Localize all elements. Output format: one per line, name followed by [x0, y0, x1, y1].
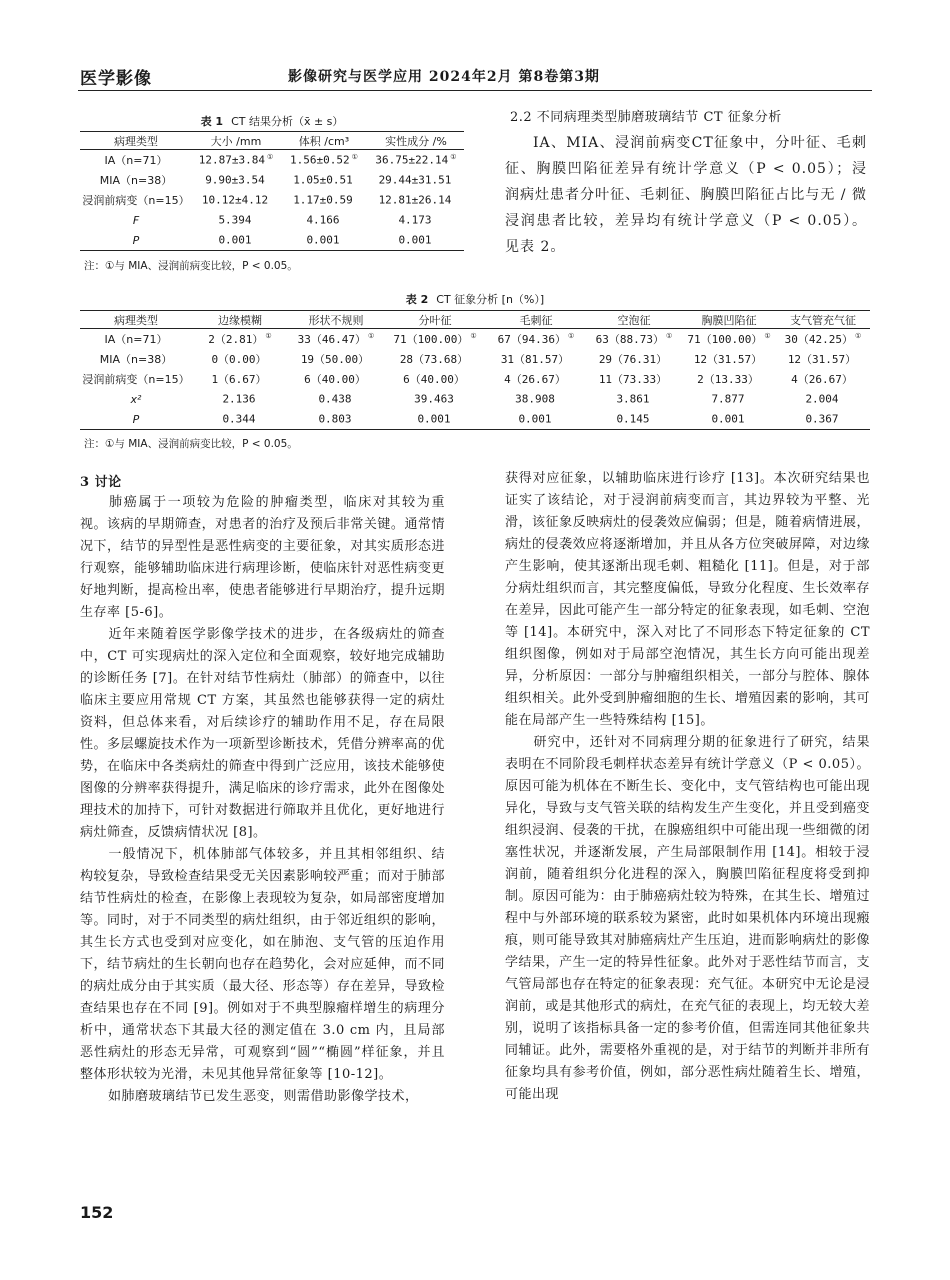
left-column-body: [80, 492, 445, 1108]
table2-cell-value: 67（94.36）: [497, 333, 567, 346]
table2-cell: [776, 329, 870, 350]
table2-cell: [586, 329, 682, 350]
table1-cell-value: 12.81±26.14: [378, 193, 452, 207]
table1-row: [80, 170, 464, 190]
table1-header-row: [80, 132, 464, 150]
table2: [80, 310, 870, 430]
table2-row-label: 浸润前病变（n=15）: [82, 373, 190, 386]
table2-col-header: 支气管充气征: [776, 311, 870, 329]
table2-cell-value: 0.001: [417, 412, 451, 426]
table2-col-header: 病理类型: [80, 311, 192, 329]
table1-cell-value: 0.001: [218, 233, 252, 247]
table2-cell: [682, 389, 776, 409]
table1-col-header: 病理类型: [80, 132, 192, 150]
table1-cell: [280, 210, 368, 230]
section-2-2-paragraph: [505, 130, 867, 260]
table1-row: [80, 190, 464, 210]
table2-col-header: 毛刺征: [486, 311, 586, 329]
table2-title: CT 征象分析 [n（%）]: [436, 293, 545, 306]
table2-row: [80, 349, 870, 369]
table2-cell: [384, 369, 486, 389]
discussion-paragraph: [80, 624, 445, 844]
table2-cell-value: 2.004: [805, 392, 839, 406]
table1-row: [80, 210, 464, 230]
table2-cell-value: 39.463: [414, 392, 454, 406]
table2-caption: [80, 291, 870, 307]
table1-cell: [368, 170, 464, 190]
table1-cell-value: 10.12±4.12: [201, 193, 269, 207]
table1-cell: [368, 230, 464, 251]
right-column-body: [505, 468, 870, 1106]
page-number: 152: [80, 1203, 114, 1222]
table2-cell: [586, 349, 682, 369]
discussion-paragraph: [80, 1086, 445, 1108]
table2-cell: [586, 389, 682, 409]
table1-col-header: 大小 /mm: [192, 132, 280, 150]
table2-cell-value: 12（31.57）: [787, 353, 857, 366]
table2-cell-value: 0.145: [616, 412, 650, 426]
table2-cell-value: 19（50.00）: [300, 353, 370, 366]
table2-cell: [682, 409, 776, 430]
table2-cell-value: 3.861: [616, 392, 650, 406]
table2-cell: [486, 369, 586, 389]
table2-cell-value: 71（100.00）: [393, 333, 469, 346]
table1-cell-value: 36.75±22.14: [375, 153, 449, 167]
discussion-paragraph-text: 一般情况下，机体肺部气体较多，并且其相邻组织、结构较复杂，导致检查结果受无关因素影响较严重；而对于肺部结节性病灶的检查，在影像上表现较为复杂，如局部密度增加等。同时，对于不同类型的病灶组织，由于邻近组织的影响，其生长方式也受到对应变化，如在肺泡、支气管的压迫作用下，结节病灶的生长朝向也存在趋势化，会对应延伸，而不同的病灶成分由于其实质（最大径、形态等）存在差异，导致检查结果也存在不同 [9]。例如对于不典型腺瘤样增生的病理分析中，通常状态下其最大径的测定值在 3.0 cm 内，且局部恶性病灶的形态无异常，可观察到“圆”“椭圆”样征象，并且整体形状较为光滑，未见其他异常征象等 [10-12]。: [80, 847, 445, 1082]
table2-row: [80, 389, 870, 409]
table2-cell: [192, 349, 288, 369]
discussion-paragraph-text: 研究中，还针对不同病理分期的征象进行了研究，结果表明在不同阶段毛刺样状态差异有统计学意义（P < 0.05）。原因可能为机体在不断生长、变化中，支气管结构也可能出现异化，导致与支气管关联的结构发生产生变化，并且受到癌变组织浸润、侵袭的干扰，在腺癌组织中可能出现一些细微的闭塞性状况，并逐渐发展，产生局部限制作用 [14]。相较于浸润前，随着组织分化进程的深入，胸膜凹陷征程度将受到抑制。原因可能为：由于肺癌病灶较为特殊，在其生长、增殖过程中与外部环境的联系较为紧密，此时如果机体内环境出现瘢痕，则可能导致其对肺癌病灶产生压迫，进而影响病灶的影像学结果，产生一定的特异性征象。此外对于恶性结节而言，支气管局部也存在特定的征象表现：充气征。本研究中无论是浸润前，或是其他形式的病灶，在充气征的表现上，均无较大差别，说明了该指标具备一定的参考价值，但需连同其他征象共同辅证。此外，需要格外重视的是，对于结节的判断并非所有征象均具有参考价值，例如，部分恶性病灶随着生长、增殖，可能出现: [505, 735, 870, 1102]
table1-caption: [80, 113, 464, 129]
table2-row: [80, 369, 870, 389]
table2-cell-marker: ①: [855, 332, 862, 341]
table1-row-label: 浸润前病变（n=15）: [82, 194, 190, 207]
table2-cell-value: 71（100.00）: [687, 333, 763, 346]
table2-header-row: [80, 311, 870, 329]
table1-label: 表 1: [200, 115, 224, 128]
section-3-heading: 3 讨论: [80, 475, 122, 490]
table2-row-label: MIA（n=38）: [99, 353, 173, 366]
table2-col-header: 胸膜凹陷征: [682, 311, 776, 329]
discussion-paragraph: [505, 732, 870, 1106]
table2-cell-value: 0（0.00）: [211, 353, 267, 366]
table2-cell-value: 4（26.67）: [504, 373, 566, 386]
table2-cell: [776, 389, 870, 409]
table2-cell: [192, 369, 288, 389]
table1-cell-value: 4.166: [306, 213, 340, 227]
table2-cell: [384, 409, 486, 430]
table1-row-label: F: [132, 213, 140, 227]
table2-cell: [288, 329, 384, 350]
table2-cell: [192, 329, 288, 350]
discussion-paragraph-text: 获得对应征象，以辅助临床进行诊疗 [13]。本次研究结果也证实了该结论，对于浸润前病变而言，其边界较为平整、光滑，该征象反映病灶的侵袭效应偏弱；但是，随着病情进展，病灶的侵袭效应将逐渐增加，并且从各方位突破屏障，对边缘产生影响，使其逐渐出现毛刺、粗糙化 [11]。但是，对于部分病灶组织而言，其完整度偏低，导致分化程度、生长效率存在差异，因此可能产生一部分特定的征象表现，如毛刺、空泡等 [14]。本研究中，深入对比了不同形态下特定征象的 CT 组织图像，例如对于局部空泡情况，其生长方向可能出现差异，分析原因：一部分与肿瘤组织相关，一部分与腔体、腺体组织相关。此外受到肿瘤细胞的生长、增殖因素的影响，其可能在局部产生一些特殊结构 [15]。: [505, 471, 870, 728]
table1-cell-marker: ①: [351, 153, 358, 162]
table2-cell-value: 0.001: [711, 412, 745, 426]
table2-cell: [486, 349, 586, 369]
table2-cell-value: 0.367: [805, 412, 839, 426]
table1-cell: [368, 150, 464, 171]
table2-cell-marker: ①: [764, 332, 771, 341]
table2-cell-value: 29（76.31）: [598, 353, 668, 366]
table2-cell-value: 4（26.67）: [791, 373, 853, 386]
table2-cell-marker: ①: [368, 332, 375, 341]
table2-cell: [192, 389, 288, 409]
table1-row: [80, 150, 464, 171]
table2-row-label: x²: [130, 392, 142, 406]
table2-row-label: IA（n=71）: [104, 333, 168, 346]
table2-cell-marker: ①: [265, 332, 272, 341]
table1-cell: [192, 230, 280, 251]
table2-col-header: 边缘模糊: [192, 311, 288, 329]
table2-cell-value: 7.877: [711, 392, 745, 406]
table2-cell-value: 2.136: [222, 392, 256, 406]
table1-col-header: 体积 /cm³: [280, 132, 368, 150]
discussion-paragraph-text: 肺癌属于一项较为危险的肿瘤类型，临床对其较为重视。该病的早期筛查，对患者的治疗及预后非常关键。通常情况下，结节的异型性是恶性病变的主要征象，对其实质形态进行观察，能够辅助临床进行病理诊断，使临床针对恶性病变更好地判断，提高检出率，使患者能够进行早期治疗，提升远期生存率 [5-6]。: [80, 495, 445, 620]
table2-col-header: 分叶征: [384, 311, 486, 329]
table2-cell: [586, 409, 682, 430]
table2-cell: [192, 409, 288, 430]
table2-cell-value: 0.344: [222, 412, 256, 426]
table2-row: [80, 329, 870, 350]
table2-cell-value: 31（81.57）: [500, 353, 570, 366]
table1-cell-value: 1.17±0.59: [293, 193, 353, 207]
journal-section-title: 医学影像: [80, 69, 152, 89]
table1-cell-value: 1.56±0.52: [290, 153, 350, 167]
discussion-paragraph: [80, 492, 445, 624]
table2-cell-value: 11（73.33）: [598, 373, 668, 386]
section-2-2-heading: 2.2 不同病理类型肺磨玻璃结节 CT 征象分析: [510, 110, 782, 125]
table2-cell: [776, 409, 870, 430]
table1-cell-value: 9.90±3.54: [205, 173, 265, 187]
table2-cell-value: 0.803: [318, 412, 352, 426]
table1-title: CT 结果分析（x̄ ± s）: [231, 115, 344, 128]
table2-cell-marker: ①: [568, 332, 575, 341]
table2-col-header: 形状不规则: [288, 311, 384, 329]
table2-cell: [486, 409, 586, 430]
table2-col-header: 空泡征: [586, 311, 682, 329]
table1-note: 注：①与 MIA、浸润前病变比较，P < 0.05。: [84, 260, 298, 272]
table2-cell-value: 63（88.73）: [595, 333, 665, 346]
table1-row-label: P: [80, 230, 192, 251]
table2-row: [80, 409, 870, 430]
table2-cell: [682, 349, 776, 369]
table2-cell: [288, 369, 384, 389]
header-rule: [78, 90, 872, 91]
section-2-2-text: IA、MIA、浸润前病变CT征象中，分叶征、毛刺征、胸膜凹陷征差异有统计学意义（P < 0.05）；浸润病灶患者分叶征、毛刺征、胸膜凹陷征占比与无 / 微浸润患者比较，差异均有统计学意义（P < 0.05）。见表 2。: [505, 135, 867, 255]
table2-cell-value: 33（46.47）: [297, 333, 367, 346]
table2-cell-value: 1（6.67）: [211, 373, 267, 386]
table2-cell-value: 12（31.57）: [693, 353, 763, 366]
table1-cell: [368, 190, 464, 210]
table1: [80, 131, 464, 251]
table2-row-label: P: [80, 409, 192, 430]
discussion-paragraph: [505, 468, 870, 732]
table1-cell: [280, 230, 368, 251]
table1-cell-value: 5.394: [218, 213, 252, 227]
table1-cell: [280, 170, 368, 190]
table1-cell-value: 12.87±3.84: [198, 153, 265, 167]
table2-cell: [288, 389, 384, 409]
table1-cell-value: 0.001: [306, 233, 340, 247]
table2-cell: [486, 329, 586, 350]
table1-cell-value: 29.44±31.51: [378, 173, 452, 187]
discussion-paragraph-text: 近年来随着医学影像学技术的进步，在各级病灶的筛查中，CT 可实现病灶的深入定位和全面观察，较好地完成辅助的诊断任务 [7]。在针对结节性病灶（肺部）的筛查中，以往临床主要应用常规 CT 方案，其虽然也能够获得一定的病灶资料，但总体来看，对后续诊疗的辅助作用不足，存在局限性。多层螺旋技术作为一项新型诊断技术，凭借分辨率高的优势，在临床中各类病灶的筛查中得到广泛应用，该技术能够使图像的分辨率获得提升，满足临床的诊疗需求，此外在图像处理技术的加持下，可针对数据进行筛取并且优化，更好地进行病灶筛查，反馈病情状况 [8]。: [80, 627, 445, 840]
table2-cell-value: 28（73.68）: [399, 353, 469, 366]
table2-cell: [288, 409, 384, 430]
table2-cell-value: 0.438: [318, 392, 352, 406]
table1-cell: [192, 150, 280, 171]
table2-cell-value: 6（40.00）: [403, 373, 465, 386]
table1-cell: [368, 210, 464, 230]
table2-cell: [776, 349, 870, 369]
table1-cell-value: 0.001: [398, 233, 432, 247]
table2-cell-value: 2（2.81）: [208, 333, 264, 346]
table1-cell: [280, 150, 368, 171]
discussion-paragraph: [80, 844, 445, 1086]
table2-note: 注：①与 MIA、浸润前病变比较，P < 0.05。: [84, 438, 298, 450]
table2-label: 表 2: [405, 293, 429, 306]
table2-cell: [384, 329, 486, 350]
journal-issue-info: 影像研究与医学应用 2024年2月 第8卷第3期: [288, 69, 600, 85]
table1-cell-value: 1.05±0.51: [293, 173, 353, 187]
table2-cell-value: 6（40.00）: [304, 373, 366, 386]
table2-cell: [682, 369, 776, 389]
table2-cell-marker: ①: [470, 332, 477, 341]
table2-cell: [486, 389, 586, 409]
table2-cell-value: 30（42.25）: [784, 333, 854, 346]
table1-col-header: 实性成分 /%: [368, 132, 464, 150]
discussion-paragraph-text: 如肺磨玻璃结节已发生恶变，则需借助影像学技术，: [108, 1089, 419, 1104]
table1-row: [80, 230, 464, 251]
table1-cell-marker: ①: [266, 153, 274, 162]
table1-cell: [192, 170, 280, 190]
table1-cell: [192, 210, 280, 230]
table2-cell-marker: ①: [666, 332, 673, 341]
table2-cell-value: 0.001: [518, 412, 552, 426]
table1-cell: [192, 190, 280, 210]
table2-cell: [384, 349, 486, 369]
table2-cell: [586, 369, 682, 389]
table2-cell: [682, 329, 776, 350]
table1-cell-value: 4.173: [398, 213, 432, 227]
table2-cell: [776, 369, 870, 389]
table1-row-label: IA（n=71）: [104, 154, 168, 167]
table2-cell: [384, 389, 486, 409]
table1-cell-marker: ①: [450, 153, 457, 162]
table2-cell: [288, 349, 384, 369]
table1-row-label: MIA（n=38）: [99, 174, 173, 187]
table2-cell-value: 38.908: [515, 392, 555, 406]
table1-cell: [280, 190, 368, 210]
table2-cell-value: 2（13.33）: [697, 373, 759, 386]
